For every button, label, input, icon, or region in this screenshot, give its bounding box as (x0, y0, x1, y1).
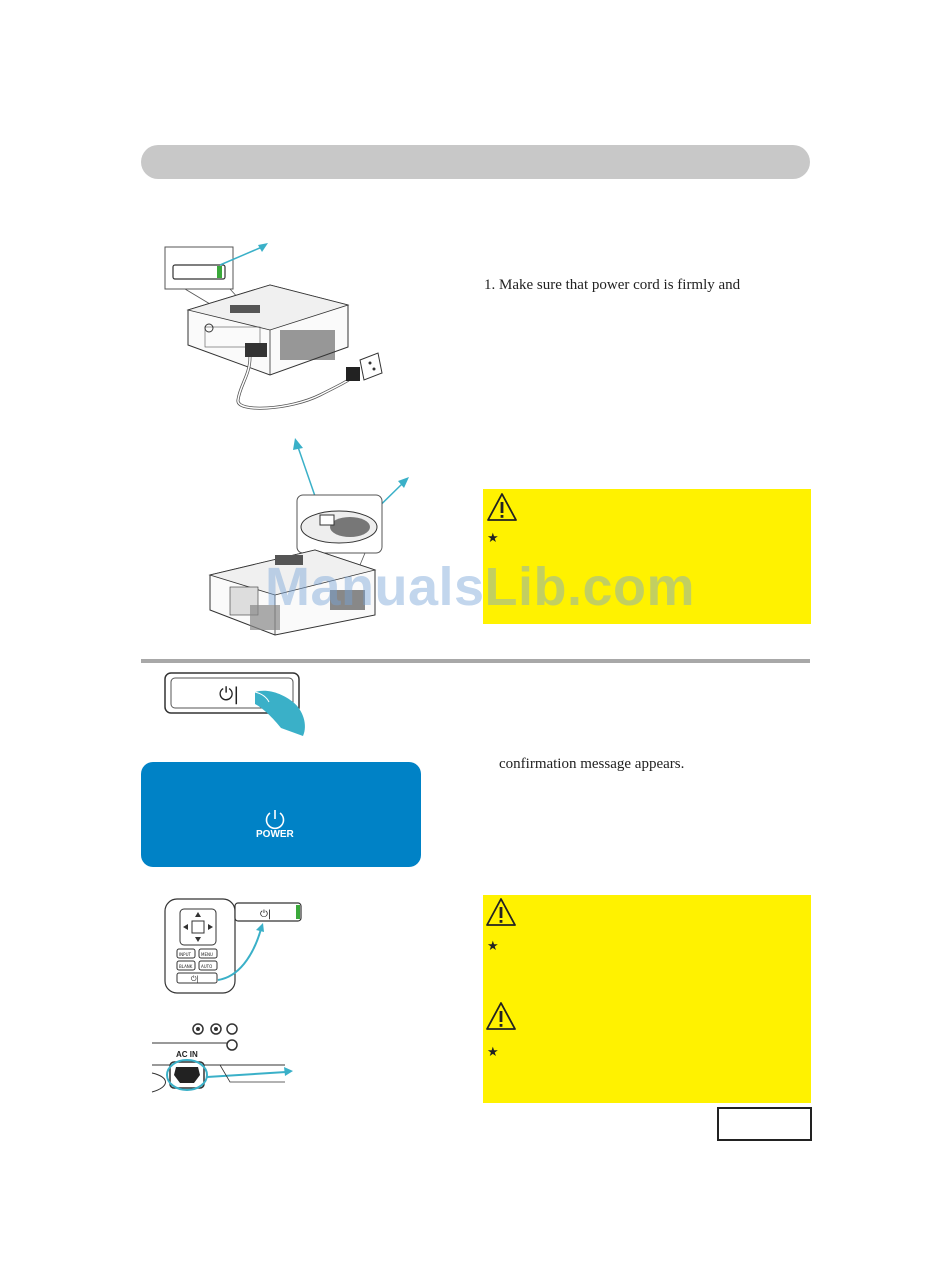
svg-text:MENU: MENU (201, 952, 213, 957)
warning-triangle-icon (485, 1001, 517, 1031)
ac-in-label: AC IN (176, 1050, 198, 1059)
svg-text:AUTO: AUTO (201, 964, 213, 969)
projector-power-cord-illustration (150, 235, 390, 425)
power-symbol: ⏻| (219, 684, 240, 705)
warning-star-icon: ★ (487, 530, 499, 545)
svg-text:⏻|: ⏻| (191, 975, 199, 983)
svg-text:⏻|: ⏻| (260, 909, 272, 920)
warning-star-icon: ★ (487, 938, 499, 953)
watermark: ManualsLib.com (265, 557, 696, 617)
power-button-press-illustration (163, 670, 313, 740)
step-2-instruction: confirmation message appears. (499, 756, 685, 772)
warning-triangle-icon (485, 897, 517, 927)
page-number-box (717, 1107, 812, 1141)
section-divider (141, 659, 810, 663)
warning-box-2 (483, 895, 811, 1103)
svg-text:INPUT: INPUT (179, 952, 191, 957)
ac-in-socket-illustration (150, 1017, 300, 1105)
power-label: POWER (256, 829, 294, 840)
svg-text:BLANK: BLANK (179, 964, 193, 969)
warning-star-icon: ★ (487, 1044, 499, 1059)
power-confirmation-panel (141, 762, 421, 867)
section-header-bar (141, 145, 810, 179)
remote-control-illustration (163, 897, 308, 995)
warning-triangle-icon (486, 492, 518, 522)
step-1-instruction: 1. Make sure that power cord is firmly and (484, 277, 741, 293)
